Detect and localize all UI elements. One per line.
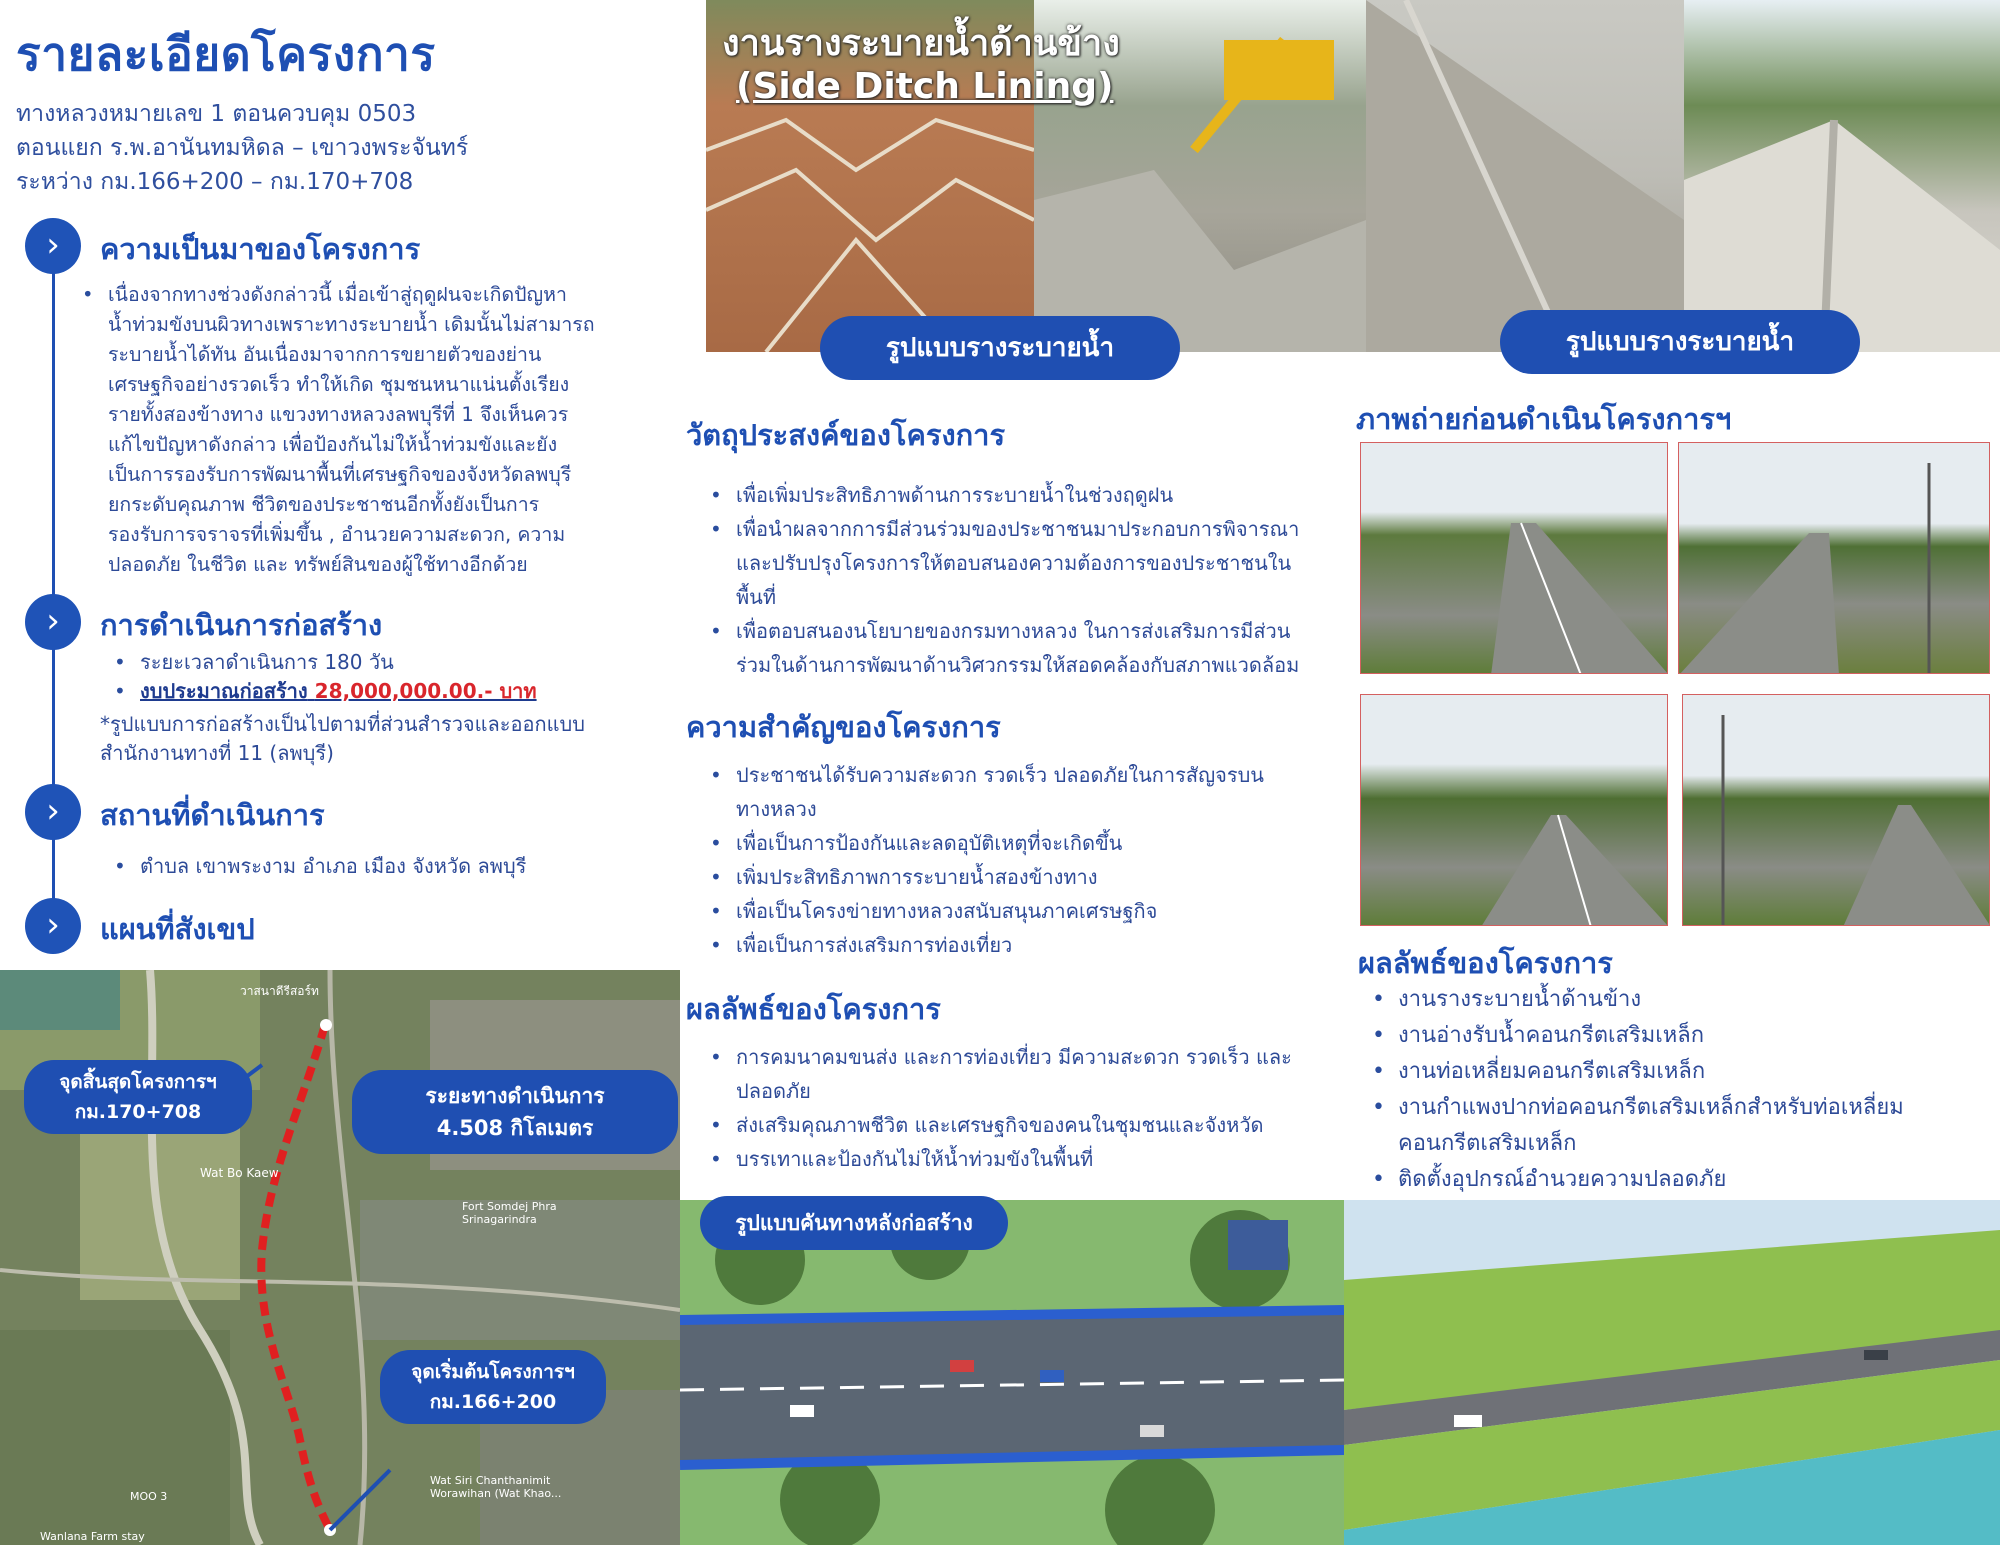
chevron-right-icon: ›: [25, 218, 81, 274]
background-list: [78, 280, 678, 580]
budget-item: [110, 677, 670, 706]
benefit-item: • ส่งเสริมคุณภาพชีวิต และเศรษฐกิจของคนในชุมชนและจังหวัด: [706, 1108, 1346, 1142]
location-list: [110, 852, 670, 881]
ditch-pattern-pill-right: รูปแบบรางระบายน้ำ: [1500, 310, 1860, 374]
importance-item: [706, 758, 1346, 826]
ditch-title: งานรางระบายน้ำด้านข้าง: [722, 23, 1120, 64]
before-photo-1-svg: [1361, 443, 1668, 674]
background-line: เศรษฐกิจอย่างรวดเร็ว ทำให้เกิด ชุมชนหนาแน่นตั้งเรียง: [108, 373, 570, 396]
before-photo-2-svg: [1679, 443, 1990, 674]
km-range-line: ระหว่าง กม.166+200 – กม.170+708: [16, 169, 414, 195]
section-line: ตอนแยก ร.พ.อานันทมหิดล – เขาวงพระจันทร์: [16, 135, 469, 161]
map-heading: แผนที่สังเขป: [100, 912, 255, 946]
map-place-label: วาสนาดีรีสอร์ท: [240, 984, 319, 998]
benefit-line: การคมนาคมขนส่ง และการท่องเที่ยว มีความสะดวก รวดเร็ว และ: [736, 1045, 1292, 1069]
page-title: รายละเอียดโครงการ: [16, 27, 436, 81]
note-line: สำนักงานทางที่ 11 (ลพบุรี): [100, 741, 334, 765]
importance-item: • เพื่อเป็นการป้องกันและลดอุบัติเหตุที่จะเกิดขึ้น: [706, 826, 1346, 860]
output-item: [1368, 1090, 1988, 1162]
importance-item: • เพื่อเป็นการส่งเสริมการท่องเที่ยว: [706, 928, 1346, 962]
before-photo-3-svg: [1361, 695, 1668, 926]
benefits-list: [706, 1040, 1346, 1176]
output-item: • งานอ่างรับน้ำคอนกรีตเสริมเหล็ก: [1368, 1018, 1988, 1054]
road-model-pill: รูปแบบคันทางหลังก่อสร้าง: [700, 1196, 1008, 1250]
before-photo-2: [1678, 442, 1990, 674]
map-place-label: Wat Bo Kaew: [200, 1166, 279, 1180]
duration-item: • ระยะเวลาดำเนินการ 180 วัน: [110, 648, 670, 677]
before-photo-4: [1682, 694, 1990, 926]
objective-item: [706, 512, 1346, 614]
budget-label: งบประมาณก่อสร้าง: [140, 679, 308, 703]
outputs-list: [1368, 982, 1988, 1198]
map-start-line: จุดเริ่มต้นโครงการฯ: [411, 1361, 575, 1383]
embankment-svg: [1344, 1200, 2000, 1545]
background-line: ยกระดับคุณภาพ ชีวิตของประชาชนอีกทั้งยังเป็นการ: [108, 493, 540, 516]
location-heading: สถานที่ดำเนินการ: [100, 798, 325, 832]
background-line: รายทั้งสองข้างทาง แขวงทางหลวงลพบุรีที่ 1 จึงเห็นควร: [108, 403, 569, 426]
ditch-finished-svg: [1684, 0, 2000, 352]
background-heading: ความเป็นมาของโครงการ: [100, 232, 421, 266]
map-place-label: Wanlana Farm stay: [40, 1530, 145, 1543]
objective-line: และปรับปรุงโครงการให้ตอบสนองความต้องการของประชาชนใน: [736, 551, 1292, 575]
objective-item: • เพื่อเพิ่มประสิทธิภาพด้านการระบายน้ำในช่วงฤดูฝน: [706, 478, 1346, 512]
background-line: ระบายน้ำได้ทัน อันเนื่องมาจากการขยายตัวของย่าน: [108, 343, 542, 366]
background-line: แก้ไขปัญหาดังกล่าว เพื่อป้องกันไม่ให้น้ำท่วมขังและยัง: [108, 433, 558, 456]
output-item: • งานท่อเหลี่ยมคอนกรีตเสริมเหล็ก: [1368, 1054, 1988, 1090]
ditch-subtitle: (Side Ditch Lining): [736, 66, 1114, 107]
objective-line: เพื่อตอบสนองนโยบายของกรมทางหลวง ในการส่งเสริมการมีส่วน: [736, 619, 1291, 643]
highway-line: ทางหลวงหมายเลข 1 ตอนควบคุม 0503: [16, 101, 417, 127]
importance-heading: ความสำคัญของโครงการ: [686, 710, 1001, 744]
objective-line: เพื่อนำผลจากการมีส่วนร่วมของประชาชนมาประกอบการพิจารณา: [736, 517, 1300, 541]
map-start-label: [380, 1350, 606, 1424]
objective-line: พื้นที่: [736, 585, 777, 609]
budget-amount: 28,000,000.00.- บาท: [314, 679, 537, 703]
importance-line: ทางหลวง: [736, 797, 817, 821]
background-line: เนื่องจากทางช่วงดังกล่าวนี้ เมื่อเข้าสู่ฤดูฝนจะเกิดปัญหา: [108, 283, 567, 306]
background-line: น้ำท่วมขังบนผิวทางเพราะทางระบายน้ำ เดิมนั้นไม่สามารถ: [108, 313, 595, 336]
output-line: คอนกรีตเสริมเหล็ก: [1398, 1131, 1577, 1156]
ditch-pattern-pill-left: รูปแบบรางระบายน้ำ: [820, 316, 1180, 380]
outputs-heading: ผลลัพธ์ของโครงการ: [1358, 946, 1613, 980]
chevron-right-icon: ›: [25, 594, 81, 650]
road-model-svg: [680, 1200, 1344, 1545]
output-item: • ติดตั้งอุปกรณ์อำนวยความปลอดภัย: [1368, 1162, 1988, 1198]
before-photo-3: [1360, 694, 1668, 926]
map-distance-label: [352, 1070, 678, 1154]
chevron-right-icon: ›: [25, 898, 81, 954]
objectives-heading: วัตถุประสงค์ของโครงการ: [686, 418, 1006, 452]
map-distance-value: 4.508 กิโลเมตร: [436, 1116, 594, 1140]
chevron-right-icon: ›: [25, 784, 81, 840]
map-image: [0, 970, 680, 1545]
output-line: งานกำแพงปากท่อคอนกรีตเสริมเหล็กสำหรับท่อเหลี่ยม: [1398, 1095, 1904, 1120]
map-start-km: กม.166+200: [429, 1391, 557, 1413]
background-line: เป็นการรองรับการพัฒนาพื้นที่เศรษฐกิจของจังหวัดลพบุรี: [108, 463, 572, 486]
importance-line: ประชาชนได้รับความสะดวก รวดเร็ว ปลอดภัยในการสัญจรบน: [736, 763, 1264, 787]
benefits-heading: ผลลัพธ์ของโครงการ: [686, 992, 941, 1026]
background-line: รองรับการจราจรที่เพิ่มขึ้น , อำนวยความสะดวก, ความ: [108, 523, 566, 546]
benefit-item: [706, 1040, 1346, 1108]
map-distance-line: ระยะทางดำเนินการ: [425, 1084, 605, 1108]
map-end-line: จุดสิ้นสุดโครงการฯ: [59, 1071, 217, 1093]
background-line: ปลอดภัย ในชีวิต และ ทรัพย์สินของผู้ใช้ทางอีกด้วย: [108, 553, 528, 576]
benefit-item: • บรรเทาและป้องกันไม่ให้น้ำท่วมขังในพื้นที่: [706, 1142, 1346, 1176]
road-model-render: [680, 1200, 1344, 1545]
objectives-list: [706, 478, 1346, 682]
location-item: • ตำบล เขาพระงาม อำเภอ เมือง จังหวัด ลพบุรี: [110, 852, 670, 881]
importance-list: [706, 758, 1346, 962]
map-place-label: Wat Siri Chanthanimit Worawihan (Wat Khao...: [430, 1474, 562, 1500]
output-item: • งานรางระบายน้ำด้านข้าง: [1368, 982, 1988, 1018]
embankment-render: [1344, 1200, 2000, 1545]
ditch-lining-photo: [1366, 0, 1684, 352]
map-end-km: กม.170+708: [74, 1101, 202, 1123]
map-place-label: Fort Somdej Phra Srinagarindra: [462, 1200, 557, 1226]
map-end-label: [24, 1060, 252, 1134]
ditch-finished-photo: [1684, 0, 2000, 352]
before-photo-4-svg: [1683, 695, 1990, 926]
before-photo-1: [1360, 442, 1668, 674]
objective-item: [706, 614, 1346, 682]
map-svg: [0, 970, 680, 1545]
construction-note: [100, 710, 680, 768]
benefit-line: ปลอดภัย: [736, 1079, 811, 1103]
before-photos-heading: ภาพถ่ายก่อนดำเนินโครงการฯ: [1356, 402, 1732, 436]
note-line: *รูปแบบการก่อสร้างเป็นไปตามที่ส่วนสำรวจและออกแบบ: [100, 712, 585, 736]
importance-item: • เพื่อเป็นโครงข่ายทางหลวงสนับสนุนภาคเศรษฐกิจ: [706, 894, 1346, 928]
objective-line: ร่วมในด้านการพัฒนาด้านวิศวกรรมให้สอดคล้องกับสภาพแวดล้อม: [736, 653, 1300, 677]
importance-item: • เพิ่มประสิทธิภาพการระบายน้ำสองข้างทาง: [706, 860, 1346, 894]
construction-list: [110, 648, 670, 706]
background-paragraph: [78, 280, 678, 580]
construction-heading: การดำเนินการก่อสร้าง: [100, 608, 383, 642]
map-place-label: MOO 3: [130, 1490, 168, 1503]
ditch-lining-svg: [1366, 0, 1684, 352]
